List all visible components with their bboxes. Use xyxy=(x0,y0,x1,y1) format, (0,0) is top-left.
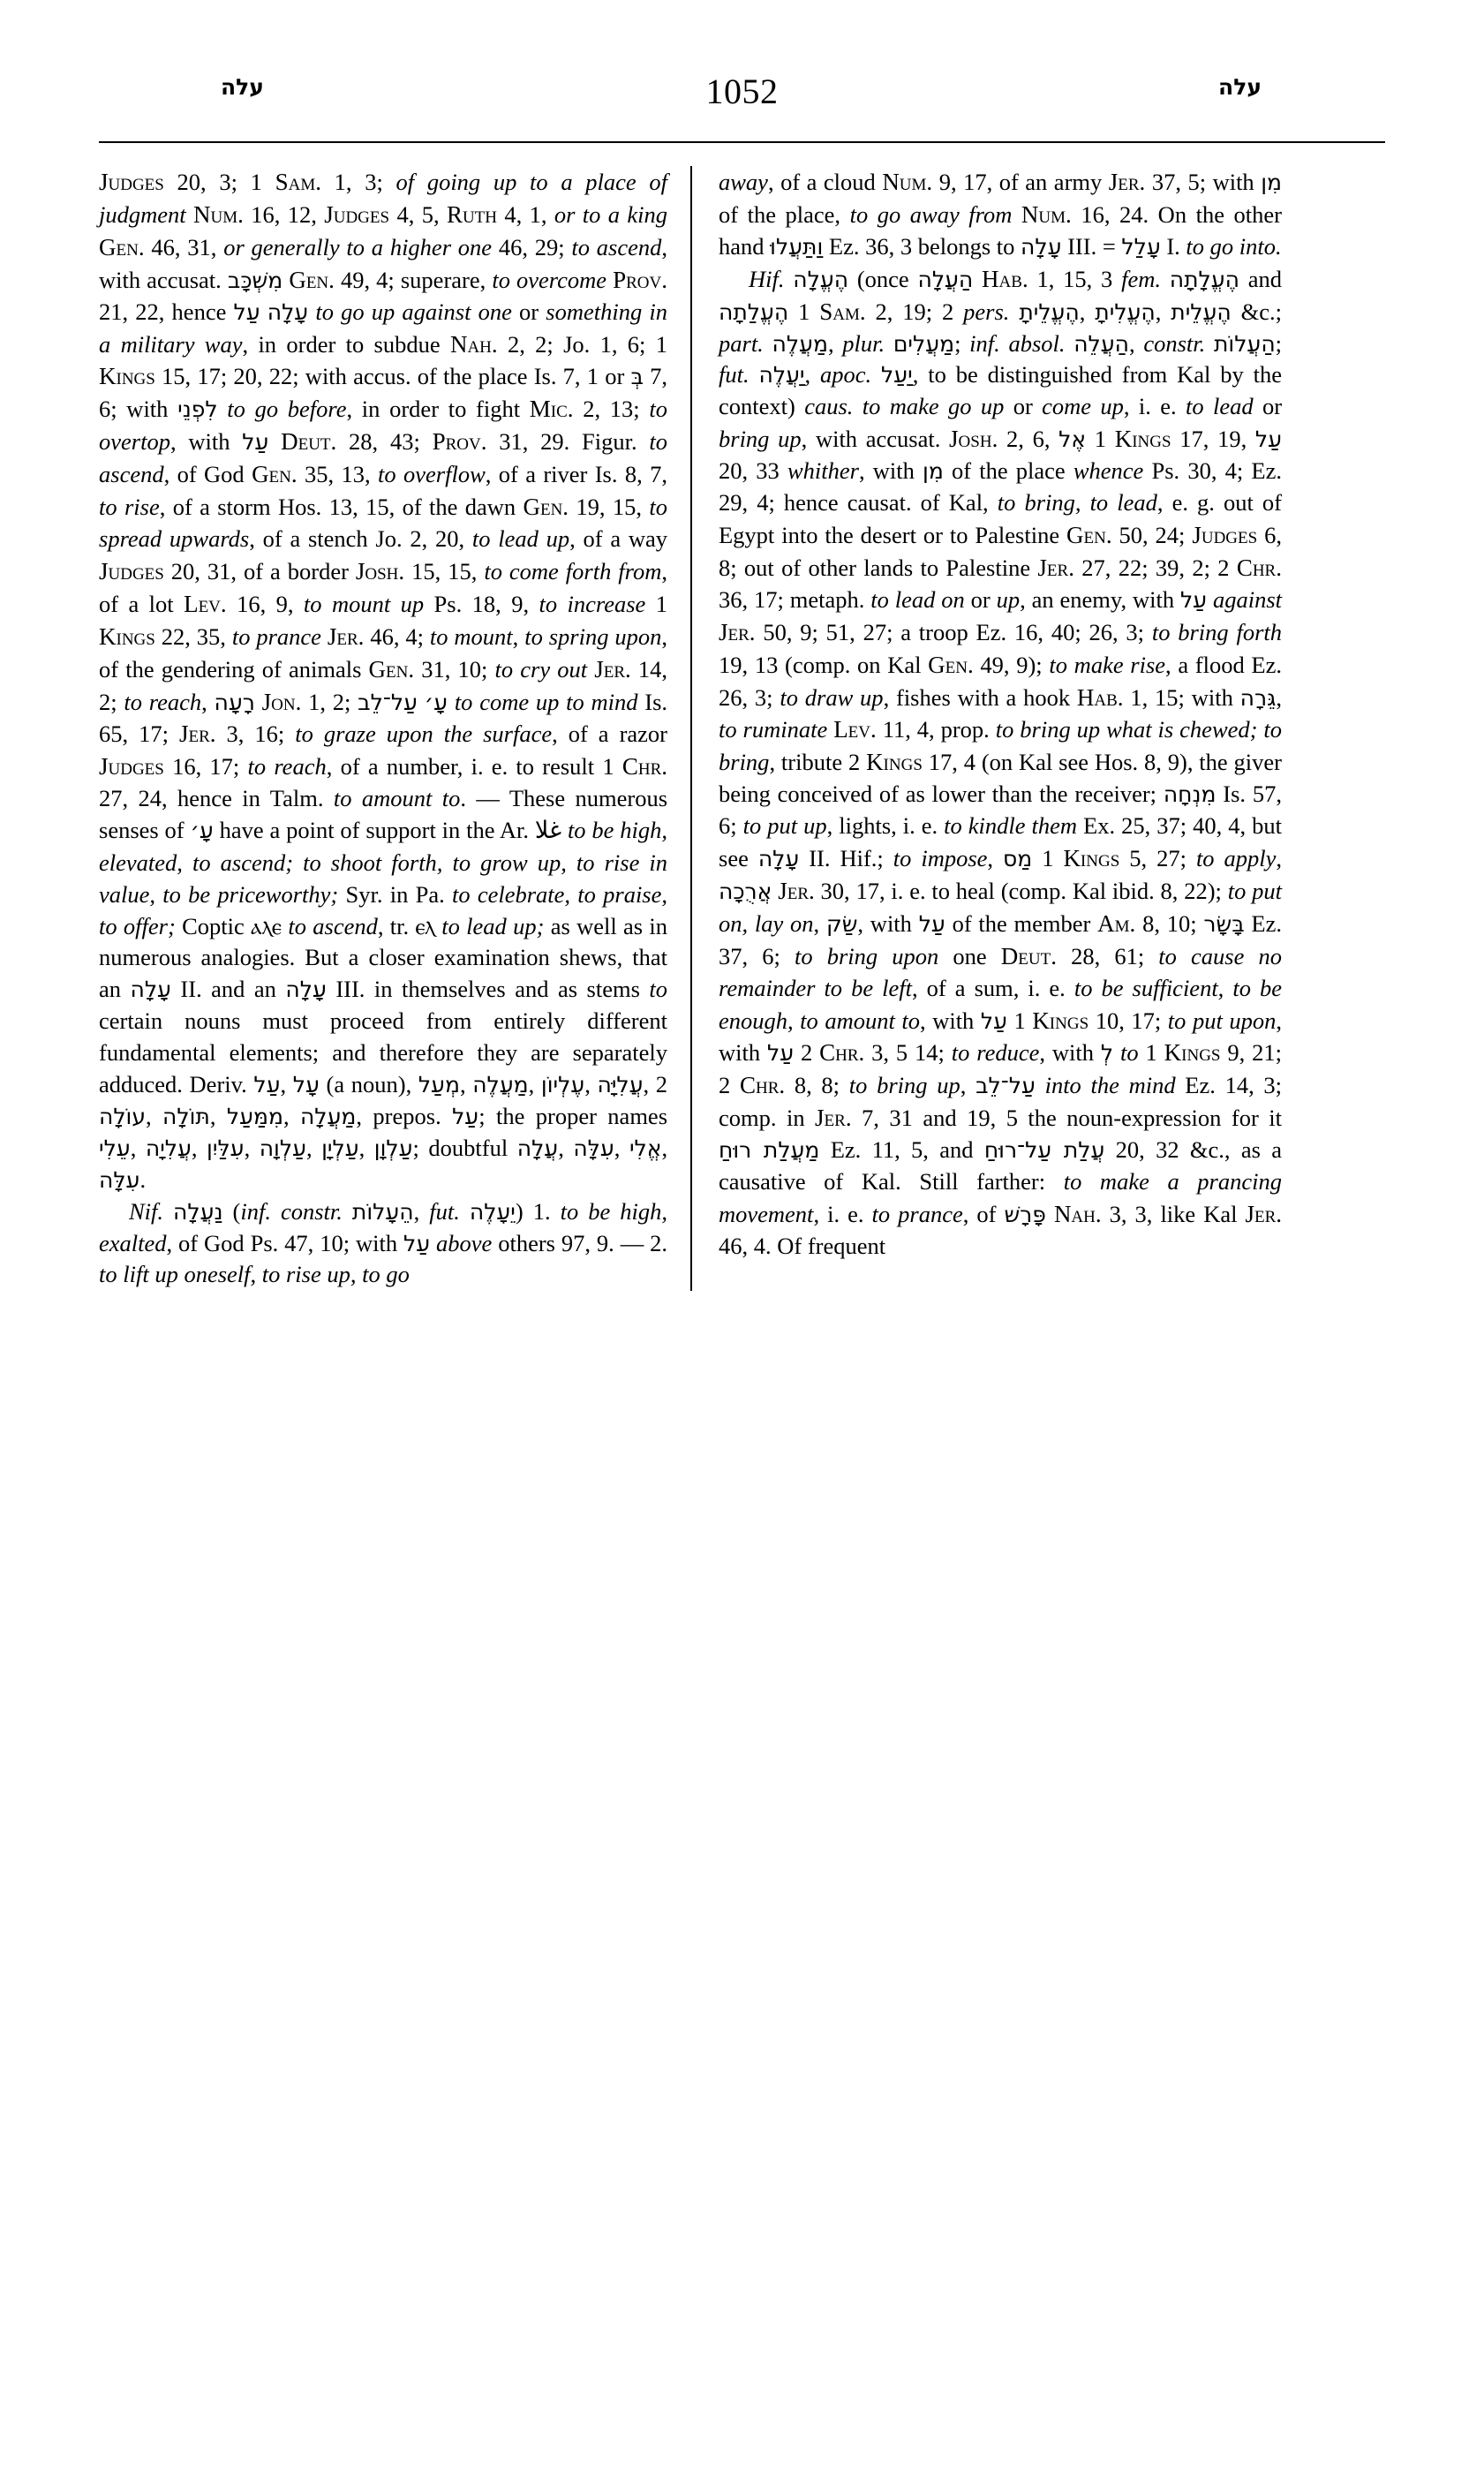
left-column xyxy=(99,166,690,1291)
running-head-left: עלה xyxy=(221,74,264,100)
left-paragraph-2: Nif. נַעֲלָה (inf. constr. הֵעָלוֹת, fut. יֵעָלֶה) 1. to be high, exalted, of God Ps. 47, 10; with עַל above others 97, 9. — 2. to lift up oneself, to rise up, to go xyxy=(99,1197,668,1288)
right-paragraph-1: away, of a cloud Num. 9, 17, of an army Jer. 37, 5; with מִן of the place, to go away from Num. 16, 24. On the other hand וַתַּעֲלוּ Ez. 36, 3 belongs to עָלָה III. = עָלַל I. to go into. xyxy=(719,169,1282,260)
dictionary-page xyxy=(0,69,1484,2474)
right-paragraph-2: Hif. הֶעֱלָה (once הַעֲלָה Hab. 1, 15, 3 fem. הֶעֱלָתָה and הֶעֱלַתָה 1 Sam. 2, 19; 2 pers. הֶעֱלֵיתָ, הֶעֱלִיתָ, הֶעֱלֵית &c.; part. מַעֲלֶה, plur. מַעֲלִים; inf. absol. הַעֲלֵה, constr. הַעֲלוֹת; fut. יַעֲלֶה, apoc. יַעַל, to be distinguished from Kal by the context) caus. to make go up or come up, i. e. to lead or bring up, with accusat. Josh. 2, 6, אֶל 1 Kings 17, 19, עַל 20, 33 whither, with מִן of the place whence Ps. 30, 4; Ez. 29, 4; hence causat. of Kal, to bring, to lead, e. g. out of Egypt into the desert or to Palestine Gen. 50, 24; Judges 6, 8; out of other lands to Palestine Jer. 27, 22; 39, 2; 2 Chr. 36, 17; metaph. to lead on or up, an enemy, with עַל against Jer. 50, 9; 51, 27; a troop Ez. 16, 40; 26, 3; to bring forth 19, 13 (comp. on Kal Gen. 49, 9); to make rise, a flood Ez. 26, 3; to draw up, fishes with a hook Hab. 1, 15; with גֵּרָה, to ruminate Lev. 11, 4, prop. to bring up what is chewed; to bring, tribute 2 Kings 17, 4 (on Kal see Hos. 8, 9), the giver being conceived of as lower than the receiver; מִנְחָה Is. 57, 6; to put up, lights, i. e. to kindle them Ex. 25, 37; 40, 4, but see עָלָה II. Hif.; to impose, מַס 1 Kings 5, 27; to apply, אֲרֻכָה Jer. 30, 17, i. e. to heal (comp. Kal ibid. 8, 22); to put on, lay on, שַׂק, with עַל of the member Am. 8, 10; בָּשָׂר Ez. 37, 6; to bring upon one Deut. 28, 61; to cause no remainder to be left, of a sum, i. e. to be sufficient, to be enough, to amount to, with עַל 1 Kings 10, 17; to put upon, with עַל 2 Chr. 3, 5 14; to reduce, with לְ to 1 Kings 9, 21; 2 Chr. 8, 8; to bring up, עַל־לֵב into the mind Ez. 14, 3; comp. in Jer. 7, 31 and 19, 5 the noun-expression for it מַעֲלַת רוּחַ Ez. 11, 5, and עֲלַת עַל־רוּחַ 20, 32 &c., as a causative of Kal. Still farther: to make a prancing movement, i. e. to prance, of פָּרָשׁ Nah. 3, 3, like Kal Jer. 46, 4. Of frequent xyxy=(719,265,1283,1259)
header-rule xyxy=(99,141,1385,143)
body-columns xyxy=(99,166,1385,1291)
left-paragraph-1: Judges 20, 3; 1 Sam. 1, 3; of going up to a place of judgment Num. 16, 12, Judges 4, 5, Ruth 4, 1, or to a king Gen. 46, 31, or generally to a higher one 46, 29; to ascend, with accusat. מִשְׁכָּב Gen. 49, 4; superare, to overcome Prov. 21, 22, hence עַל עָלָה to go up against one or something in a military way, in order to subdue Nah. 2, 2; Jo. 1, 6; 1 Kings 15, 17; 20, 22; with accus. of the place Is. 7, 1 or בְּ 7, 6; with לִפְנֵי to go before, in order to fight Mic. 2, 13; to overtop, with עַל Deut. 28, 43; Prov. 31, 29. Figur. to ascend, of God Gen. 35, 13, to overflow, of a river Is. 8, 7, to rise, of a storm Hos. 13, 15, of the dawn Gen. 19, 15, to spread upwards, of a stench Jo. 2, 20, to lead up, of a way Judges 20, 31, of a border Josh. 15, 15, to come forth from, of a lot Lev. 16, 9, to mount up Ps. 18, 9, to increase 1 Kings 22, 35, to prance Jer. 46, 4; to mount, to spring upon, of the gendering of animals Gen. 31, 10; to cry out Jer. 14, 2; to reach, רָעָה Jon. 1, 2; עַל־לֵב עָ׳ to come up to mind Is. 65, 17; Jer. 3, 16; to graze upon the surface, of a razor Judges 16, 17; to reach, of a number, i. e. to result 1 Chr. 27, 24, hence in Talm. to amount to. — These numerous senses of עָ׳ have a point of support in the Ar. غلا to be high, elevated, to ascend; to shoot forth, to grow up, to rise in value, to be priceworthy; Syr. in Pa. to celebrate, to praise, to offer; Coptic ⲁⲗⲉ to ascend, tr. ⲉⲗ to lead up; as well as in numerous analogies. But a closer examination shews, that an עָלָה II. and an עָלָה III. in themselves and as stems to certain nouns must proceed from entirely different fundamental elements; and therefore they are separately adduced. Deriv. עַל, עָל (a noun), מְעַל, מַעֲלֶה, עֶלְיוֹן, עֲלִיָּה, 2 עוֹלָה, תּוֹלָה, מִמַּעַל, מַעֲלָה, prepos. עַל; the proper names עֵלִי, עֲלִיָה, עִלַּיִן, עַלְוָה, עַלְיָן, עַלְוָן; doubtful עֲלָה, עִלָּה, אֱלִי, עִלָּה. xyxy=(99,169,668,1193)
right-column xyxy=(690,166,1282,1291)
page-header xyxy=(99,69,1385,166)
page-number: 1052 xyxy=(705,72,779,111)
running-head-right: עלה xyxy=(1218,74,1262,100)
